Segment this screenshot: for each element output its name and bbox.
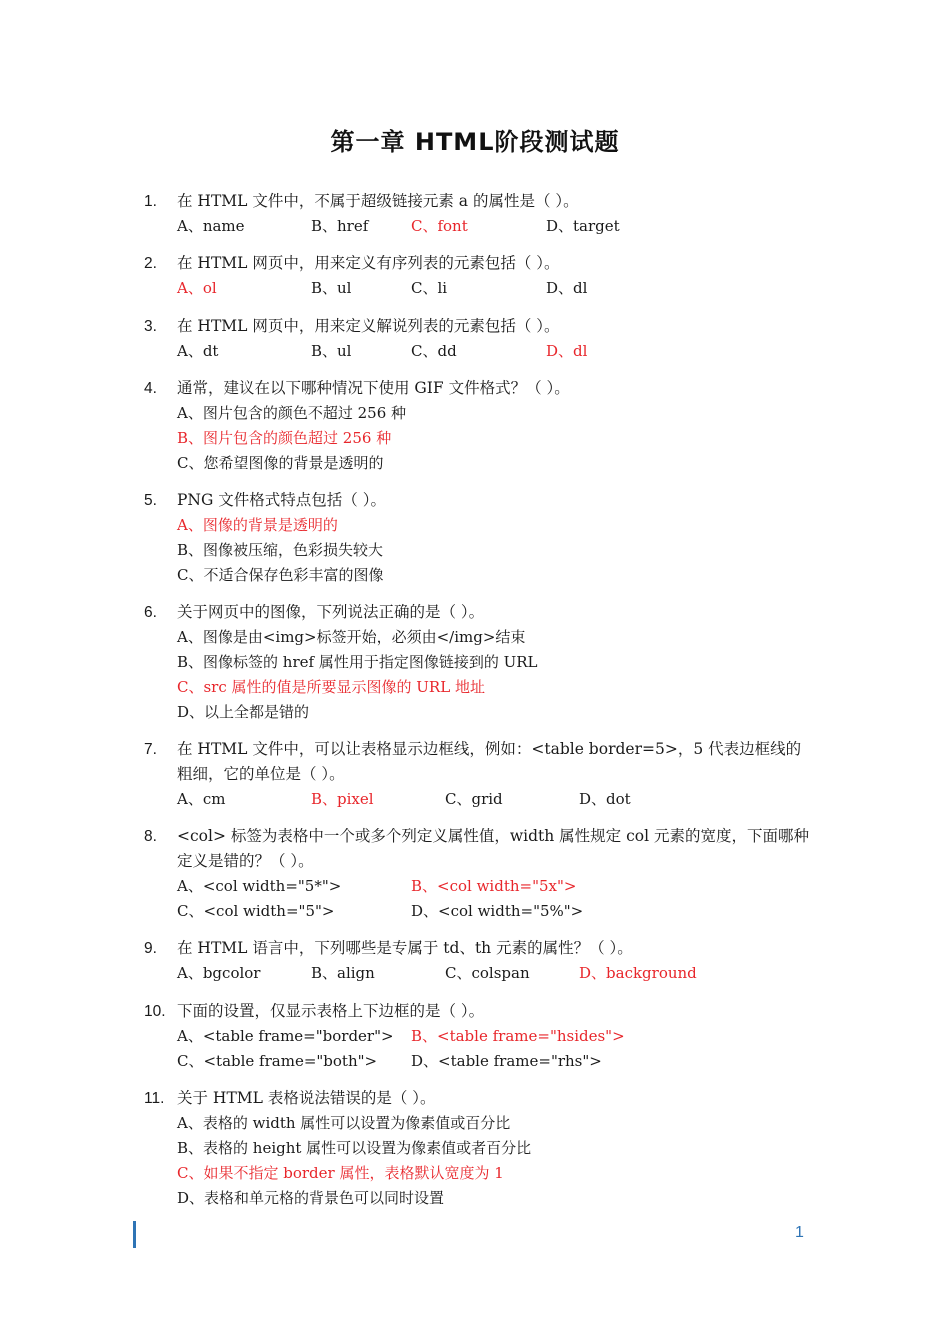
option-a: A、dt <box>177 342 219 360</box>
question-text: 关于 HTML 表格说法错误的是（ ）。 <box>177 1089 436 1107</box>
option-b-answer: B、图片包含的颜色超过 256 种 <box>177 429 392 447</box>
question-number: 6. <box>144 604 157 621</box>
option-c: C、dd <box>411 342 457 360</box>
option-b: B、ul <box>311 279 352 297</box>
question-text: 在 HTML 网页中，用来定义解说列表的元素包括（ ）。 <box>177 317 560 335</box>
question-text: 在 HTML 文件中，不属于超级链接元素 a 的属性是（ ）。 <box>177 192 579 210</box>
option-a-answer: A、图像的背景是透明的 <box>177 516 338 534</box>
option-c-answer: C、src 属性的值是所要显示图像的 URL 地址 <box>177 678 485 696</box>
option-c: C、colspan <box>445 964 530 982</box>
option-a: A、图像是由<img>标签开始，必须由</img>结束 <box>177 628 526 646</box>
question-number: 3. <box>144 318 157 335</box>
question-text: 在 HTML 网页中，用来定义有序列表的元素包括（ ）。 <box>177 254 560 272</box>
page-number: 1 <box>795 1224 804 1241</box>
option-d: D、<col width="5%"> <box>411 902 584 920</box>
option-a: A、<col width="5*"> <box>177 877 342 895</box>
option-b: B、图像被压缩，色彩损失较大 <box>177 541 384 559</box>
option-a: A、name <box>177 217 245 235</box>
option-a: A、图片包含的颜色不超过 256 种 <box>177 404 407 422</box>
question-text: 下面的设置，仅显示表格上下边框的是（ ）。 <box>177 1002 485 1020</box>
option-c-answer: C、如果不指定 border 属性，表格默认宽度为 1 <box>177 1164 504 1182</box>
question-number: 1. <box>144 193 157 210</box>
footer-rule <box>133 1221 136 1248</box>
question-number: 9. <box>144 940 157 957</box>
option-c: C、<table frame="both"> <box>177 1052 378 1070</box>
option-a: A、表格的 width 属性可以设置为像素值或百分比 <box>177 1114 511 1132</box>
option-c: C、li <box>411 279 448 297</box>
option-b-answer: B、<col width="5x"> <box>411 877 577 895</box>
option-b-answer: B、pixel <box>311 790 374 808</box>
option-c: C、<col width="5"> <box>177 902 335 920</box>
option-b-answer: B、<table frame="hsides"> <box>411 1027 625 1045</box>
option-d-answer: D、background <box>579 964 697 982</box>
option-b: B、图像标签的 href 属性用于指定图像链接到的 URL <box>177 653 538 671</box>
question-number: 8. <box>144 828 157 845</box>
option-d: D、dot <box>579 790 631 808</box>
question-number: 7. <box>144 741 157 758</box>
option-a-answer: A、ol <box>177 279 217 297</box>
option-d-answer: D、dl <box>546 342 588 360</box>
question-number: 4. <box>144 380 157 397</box>
question-number: 10. <box>144 1003 166 1020</box>
option-b: B、ul <box>311 342 352 360</box>
question-text: 通常，建议在以下哪种情况下使用 GIF 文件格式？（ ）。 <box>177 379 570 397</box>
option-c-answer: C、font <box>411 217 468 235</box>
option-a: A、bgcolor <box>177 964 261 982</box>
question-number: 2. <box>144 255 157 272</box>
question-text: PNG 文件格式特点包括（ ）。 <box>177 491 386 509</box>
option-c: C、grid <box>445 790 503 808</box>
option-b: B、align <box>311 964 375 982</box>
option-c: C、不适合保存色彩丰富的图像 <box>177 566 384 584</box>
question-text: 在 HTML 文件中，可以让表格显示边框线，例如：<table border=5>，5 代表边框线的粗细，它的单位是（ ）。 <box>177 740 802 783</box>
option-b: B、表格的 height 属性可以设置为像素值或者百分比 <box>177 1139 532 1157</box>
option-a: A、cm <box>177 790 226 808</box>
option-d: D、<table frame="rhs"> <box>411 1052 602 1070</box>
page-title: 第一章 HTML阶段测试题 <box>330 128 620 156</box>
option-d: D、dl <box>546 279 588 297</box>
question-number: 11. <box>144 1090 165 1107</box>
question-number: 5. <box>144 492 157 509</box>
option-a: A、<table frame="border"> <box>177 1027 394 1045</box>
question-text: <col> 标签为表格中一个或多个列定义属性值，width 属性规定 col 元素的宽度，下面哪种定义是错的？（ ）。 <box>177 827 809 870</box>
option-d: D、target <box>546 217 620 235</box>
option-c: C、您希望图像的背景是透明的 <box>177 454 384 472</box>
option-b: B、href <box>311 217 369 235</box>
option-d: D、以上全都是错的 <box>177 703 310 721</box>
question-text: 在 HTML 语言中，下列哪些是专属于 td、th 元素的属性？（ ）。 <box>177 939 633 957</box>
option-d: D、表格和单元格的背景色可以同时设置 <box>177 1189 445 1207</box>
question-text: 关于网页中的图像，下列说法正确的是（ ）。 <box>177 603 485 621</box>
